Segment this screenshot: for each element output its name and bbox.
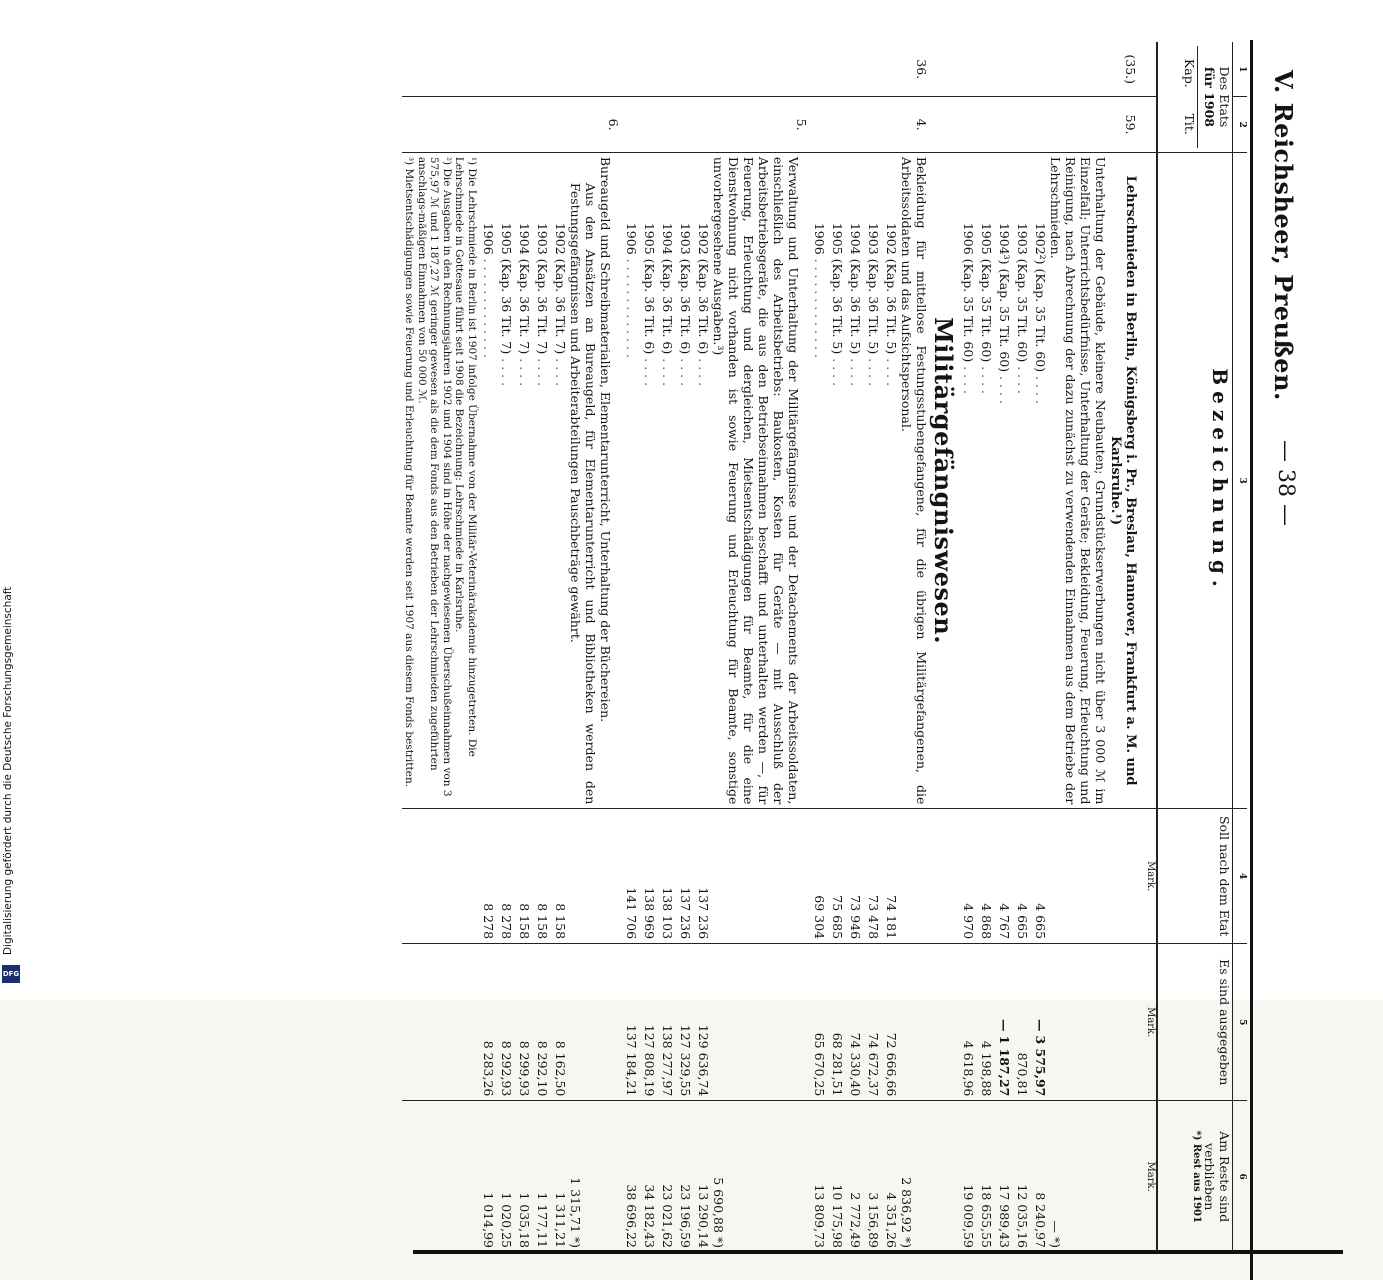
row-label: 1906: [624, 222, 639, 255]
row-label: 1903 (Kap. 36 Tit. 6): [678, 222, 693, 355]
page-number: — 38 —: [1273, 440, 1298, 526]
row-label: 1902²) (Kap. 35 Tit. 60): [1033, 222, 1048, 373]
bezeichnung-header: Bezeichnung.: [1157, 152, 1233, 809]
unit-reste: Mark.: [1138, 1101, 1157, 1252]
soll-value: 4 665: [1030, 809, 1048, 944]
footnote-1: ¹) Die Lehrschmiede in Berlin ist 1907 infolge Übernahme von der Militär-Veterinärakademie hinzugetreten. Die Lehrschmiede in Gottesaue führt seit 1908 die Bezeichnung: Lehrschmiede in Karlsruhe.: [453, 156, 478, 757]
table-row: 1905 (Kap. 36 Tit. 7) . . . . 8 278 8 292,93 1 020,25: [496, 42, 514, 1252]
table-row: 1906 (Kap. 35 Tit. 60) . . . . 4 970 4 618,96 19 009,59: [958, 42, 976, 1252]
reste-value: 18 655,55: [976, 1101, 994, 1252]
ausgegeben-value: 65 670,25: [809, 944, 827, 1101]
row-label: 1903 (Kap. 35 Tit. 60): [1015, 222, 1030, 363]
table-row: 1904 (Kap. 36 Tit. 5) . . . . 73 946 74 330,40 2 772,49: [845, 42, 863, 1252]
colnum-5: 5: [1233, 944, 1248, 1101]
reste-value: 34 182,43: [639, 1101, 657, 1252]
etat-header-top: Des Etats: [1217, 66, 1232, 128]
section-title: Militärgefängniswesen.: [929, 152, 958, 809]
minus-sign: —: [1033, 1018, 1048, 1032]
row-label: 1903 (Kap. 36 Tit. 5): [866, 222, 881, 355]
table-row: 1905 (Kap. 36 Tit. 5) . . . . 75 685 68 281,51 10 175,98: [827, 42, 845, 1252]
reste-value: 23 196,59: [675, 1101, 693, 1252]
ausgegeben-value: 8 299,93: [514, 944, 532, 1101]
block-d-tit: 6.: [598, 97, 621, 152]
row-label: 1905 (Kap. 36 Tit. 6): [642, 222, 657, 355]
reste-value: 3 156,89: [863, 1101, 881, 1252]
block-a-heading: Lehrschmieden in Berlin, Königsberg i. Pr., Breslau, Hannover, Frankfurt a. M. und Karlsruhe.¹): [1108, 152, 1138, 809]
block-d-subdesc-row: [568, 42, 598, 1252]
reste-value: 2 772,49: [845, 1101, 863, 1252]
soll-value: 75 685: [827, 809, 845, 944]
soll-value: 73 946: [845, 809, 863, 944]
table-row: 1906 . . . . . . . . . . . . . 141 706 137 184,21 38 696,22: [621, 42, 639, 1252]
soll-value: 8 278: [496, 809, 514, 944]
dfg-logo: DFG: [2, 965, 20, 983]
soll-value: 74 181: [881, 809, 899, 944]
table-row: 1904 (Kap. 36 Tit. 6) . . . . 138 103 138 277,97 23 021,62: [657, 42, 675, 1252]
reste-value: 8 240,97: [1030, 1101, 1048, 1252]
column-number-row: [1233, 42, 1248, 1252]
colnum-1: 1: [1233, 42, 1248, 97]
soll-value: 141 706: [621, 809, 639, 944]
ausgegeben-value: 8 283,26: [478, 944, 496, 1101]
colnum-2: 2: [1233, 97, 1248, 152]
soll-value: 4 665: [1012, 809, 1030, 944]
block-b-kap: 36.: [914, 59, 929, 80]
footnote-3: ³) Mietsentschädigungen sowie Feuerung und Erleuchtung für Beamte werden seit 1907 aus diesem Fonds bestritten.: [403, 156, 416, 788]
reste-value: 23 021,62: [657, 1101, 675, 1252]
row-label: 1904³) (Kap. 35 Tit. 60): [997, 222, 1012, 373]
table-row: 1904³) (Kap. 35 Tit. 60) . . . . 4 767 — 1 187,27 17 989,43: [994, 42, 1012, 1252]
column-header-row: [1157, 42, 1233, 1252]
soll-value: 73 478: [863, 809, 881, 944]
kap-header: Kap.: [1182, 58, 1197, 88]
soll-value: 137 236: [693, 809, 711, 944]
reste-value: 19 009,59: [958, 1101, 976, 1252]
soll-value: 69 304: [809, 809, 827, 944]
reste-value: 1 020,25: [496, 1101, 514, 1252]
block-c-pre-reste: 5 690,88 *): [711, 1101, 809, 1252]
ausgegeben-value: 4 198,88: [976, 944, 994, 1101]
credit-sidebar: [0, 0, 22, 1000]
colnum-6: 6: [1233, 1101, 1248, 1252]
ausgegeben-value: 74 330,40: [845, 944, 863, 1101]
block-c-description: Verwaltung und Unterhaltung der Militärgefängnisse und der Detachements der Arbeitssoldaten, einschließlich des Arbeitsbetriebs: Baukosten, Kosten für Geräte — mit Ausschluß der Arbeitsbetriebsgeräte, die aus den Betriebseinnahmen beschafft und unterhalten werden —, für Feuerung, Erleuchtung und dergleichen, Mietsentschädigungen für Beamte, für die eine Dienstwohnung nicht vorhanden ist sowie Feuerung und Erleuchtung für Beamte, sonstige unvorhergesehene Ausgaben.³): [711, 152, 809, 809]
block-a-pre-reste: — *): [1048, 1101, 1108, 1252]
reste-header-note: *) Rest aus 1901: [1191, 1130, 1202, 1223]
row-label: 1904 (Kap. 36 Tit. 6): [660, 222, 675, 355]
reste-value: 12 035,16: [1012, 1101, 1030, 1252]
ausgegeben-header: Es sind ausgegeben: [1157, 944, 1233, 1101]
table-row: 1905 (Kap. 35 Tit. 60) . . . . 4 868 4 198,88 18 655,55: [976, 42, 994, 1252]
reste-header: [1157, 1101, 1233, 1252]
ausgegeben-value: 8 162,50: [550, 944, 568, 1101]
bottom-rule: [413, 1250, 1343, 1254]
soll-value: 138 103: [657, 809, 675, 944]
reste-value: 10 175,98: [827, 1101, 845, 1252]
row-label: 1905 (Kap. 36 Tit. 5): [830, 222, 845, 355]
ausgegeben-value: 137 184,21: [621, 944, 639, 1101]
footnotes-row: [402, 42, 478, 1252]
block-c-tit: 5.: [711, 97, 809, 152]
budget-table: [402, 42, 1247, 1252]
ausgegeben-value: 127 329,55: [675, 944, 693, 1101]
soll-value: 137 236: [675, 809, 693, 944]
reste-header-label: Am Reste sind verblieben: [1202, 1131, 1232, 1223]
colnum-4: 4: [1233, 809, 1248, 944]
reste-value: 38 696,22: [621, 1101, 639, 1252]
top-rule: [1250, 40, 1253, 1280]
block-b-pre-reste: 2 836,92 *): [899, 1101, 929, 1252]
page-header-title: V. Reichsheer, Preußen.: [1269, 70, 1298, 401]
block-a-tit: 59.: [1108, 97, 1138, 152]
unit-soll: Mark.: [1138, 809, 1157, 944]
row-label: 1906: [812, 222, 827, 255]
soll-value: 4 767: [994, 809, 1012, 944]
block-b-description: Bekleidung für mittellose Festungsstubengefangene, für die übrigen Militärgefangenen, die Arbeitssoldaten und das Aufsichtspersonal.: [899, 152, 929, 809]
footnote-2: ²) Die Ausgaben in den Rechnungsjahren 1902 und 1904 sind in Höhe der nachgewiesenen Überschußeinnahmen von 3 575,97 ℳ und 1 187,27 ℳ geringer gewesen als die dem Fonds aus den Betrieben der Lehrschmieden zugeführten anschlags-mäßigen Einnahmen von 50 000 ℳ.: [415, 156, 453, 797]
row-label: 1906 (Kap. 35 Tit. 60): [961, 222, 976, 363]
soll-value: 4 970: [958, 809, 976, 944]
table-row: 1906 . . . . . . . . . . . . . 8 278 8 283,26 1 014,99: [478, 42, 496, 1252]
block-d-description: Bureaugeld und Schreibmaterialien, Elementarunterricht, Unterhaltung der Büchereien.: [598, 152, 621, 809]
reste-value: 1 014,99: [478, 1101, 496, 1252]
row-label: 1905 (Kap. 35 Tit. 60): [979, 222, 994, 363]
row-label: 1902 (Kap. 36 Tit. 7): [553, 222, 568, 355]
table-row: 1903 (Kap. 36 Tit. 5) . . . . 73 478 74 672,37 3 156,89: [863, 42, 881, 1252]
ausgegeben-value: 74 672,37: [863, 944, 881, 1101]
block-d-subdescription: Aus den Ansätzen an Bureaugeld, für Elementarunterricht und Bibliotheken werden den Festungsgefängnissen und Arbeiterabteilungen Pauschbeträge gewährt.: [568, 152, 598, 809]
block-b-desc-row: [899, 42, 929, 1252]
ausgegeben-value: 72 666,66: [881, 944, 899, 1101]
ausgegeben-value: 68 281,51: [827, 944, 845, 1101]
ausgegeben-value: 8 292,10: [532, 944, 550, 1101]
reste-value: 13 809,73: [809, 1101, 827, 1252]
ausgegeben-value: 4 618,96: [958, 944, 976, 1101]
soll-value: 8 158: [550, 809, 568, 944]
table-row: 1903 (Kap. 35 Tit. 60) . . . . 4 665 870,81 12 035,16: [1012, 42, 1030, 1252]
block-a-desc-row: [1048, 42, 1108, 1252]
table-row: 1904 (Kap. 36 Tit. 7) . . . . 8 158 8 299,93 1 035,18: [514, 42, 532, 1252]
soll-header: Soll nach dem Etat: [1157, 809, 1233, 944]
ausgegeben-value: 870,81: [1012, 944, 1030, 1101]
soll-value: 8 278: [478, 809, 496, 944]
credit-text: Digitalisierung gefördert durch die Deutsche Forschungsgemeinschaft: [2, 586, 14, 955]
table-row: 1903 (Kap. 36 Tit. 6) . . . . 137 236 127 329,55 23 196,59: [675, 42, 693, 1252]
soll-value: 4 868: [976, 809, 994, 944]
unit-row: [1138, 42, 1157, 1252]
footnotes: [402, 152, 478, 809]
etat-header-year: für 1908: [1202, 66, 1217, 128]
ausgegeben-value: 3 575,97: [1033, 1035, 1048, 1097]
row-label: 1904 (Kap. 36 Tit. 5): [848, 222, 863, 355]
row-label: 1902 (Kap. 36 Tit. 5): [884, 222, 899, 355]
reste-value: 4 351,26: [881, 1101, 899, 1252]
block-c-desc-row: [711, 42, 809, 1252]
row-label: 1905 (Kap. 36 Tit. 7): [499, 222, 514, 355]
ausgegeben-value: 1 187,27: [997, 1035, 1012, 1097]
etat-header: [1157, 42, 1233, 152]
block-a-description: Unterhaltung der Gebäude, kleinere Neubauten; Grundstückserwerbungen nicht über 3 000 ℳ im Einzelfall; Unterrichtsbedürfnisse, Unterhaltung der Geräte; Bekleidung, Feuerung, Erleuchtung und Reinigung, nach Abrechnung der dazu zunächst zu verwendenden Einnahmen aus dem Betriebe der Lehrschmieden.: [1048, 152, 1108, 809]
table-row: 1906 . . . . . . . . . . . . . 69 304 65 670,25 13 809,73: [809, 42, 827, 1252]
table-row: 1903 (Kap. 36 Tit. 7) . . . . 8 158 8 292,10 1 177,11: [532, 42, 550, 1252]
block-b-tit: 4.: [899, 97, 929, 152]
ausgegeben-value: 138 277,97: [657, 944, 675, 1101]
section-title-row: [929, 42, 958, 1252]
soll-value: 8 158: [532, 809, 550, 944]
minus-sign: —: [997, 1018, 1012, 1032]
soll-value: 8 158: [514, 809, 532, 944]
block-a-kap: (35.): [1123, 54, 1138, 85]
table-row: 1905 (Kap. 36 Tit. 6) . . . . 138 969 127 808,19 34 182,43: [639, 42, 657, 1252]
reste-value: 17 989,43: [994, 1101, 1012, 1252]
reste-value: 1 177,11: [532, 1101, 550, 1252]
row-label: 1904 (Kap. 36 Tit. 7): [517, 222, 532, 355]
unit-ausgegeben: Mark.: [1138, 944, 1157, 1101]
colnum-3: 3: [1233, 152, 1248, 809]
table-row: 1902²) (Kap. 35 Tit. 60) . . . . 4 665 — 3 575,97 8 240,97: [1030, 42, 1048, 1252]
reste-value: 1 311,21: [550, 1101, 568, 1252]
row-label: 1903 (Kap. 36 Tit. 7): [535, 222, 550, 355]
ausgegeben-value: 129 636,74: [693, 944, 711, 1101]
tit-header: Tit.: [1182, 113, 1197, 135]
row-label: 1902 (Kap. 36 Tit. 6): [696, 222, 711, 355]
reste-value: 13 290,14: [693, 1101, 711, 1252]
block-d-pre-reste: 1 315,71 *): [568, 1101, 598, 1252]
block-a-heading-row: [1108, 42, 1138, 1252]
ausgegeben-value: 8 292,93: [496, 944, 514, 1101]
row-label: 1906: [481, 222, 496, 255]
table-row: 1902 (Kap. 36 Tit. 6) . . . . 137 236 129 636,74 13 290,14: [693, 42, 711, 1252]
soll-value: 138 969: [639, 809, 657, 944]
table-row: 1902 (Kap. 36 Tit. 7) . . . . 8 158 8 162,50 1 311,21: [550, 42, 568, 1252]
block-d-desc-row: [598, 42, 621, 1252]
ausgegeben-value: 127 808,19: [639, 944, 657, 1101]
reste-value: 1 035,18: [514, 1101, 532, 1252]
table-row: 1902 (Kap. 36 Tit. 5) . . . . 74 181 72 666,66 4 351,26: [881, 42, 899, 1252]
